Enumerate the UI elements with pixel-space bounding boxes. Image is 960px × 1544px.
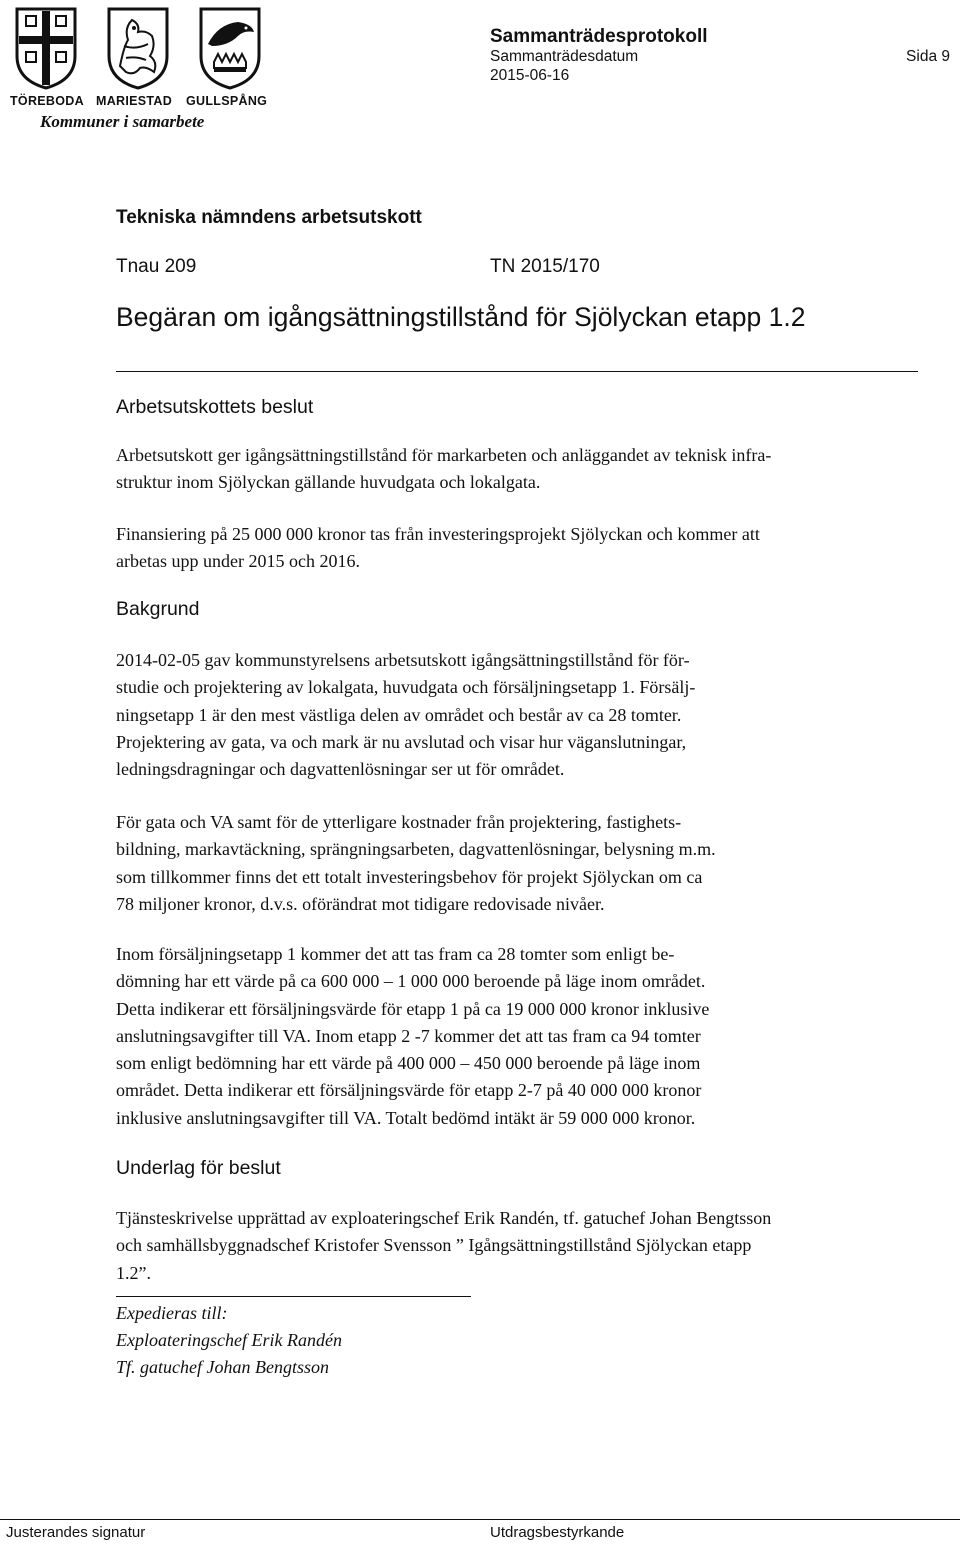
text-line: Finansiering på 25 000 000 kronor tas från investeringsprojekt Sjölyckan och kommer att xyxy=(116,524,760,544)
decision-paragraph-1 xyxy=(116,442,928,497)
subject-title: Begäran om igångsättningstillstånd för Sjölyckan etapp 1.2 xyxy=(116,302,806,332)
text-line: området. Detta indikerar ett försäljningsvärde för etapp 2-7 på 40 000 000 kronor xyxy=(116,1080,702,1101)
text-line: Inom försäljningsetapp 1 kommer det att tas fram ca 28 tomter som enligt be- xyxy=(116,944,675,964)
heading-decision: Arbetsutskottets beslut xyxy=(116,396,314,418)
committee-name: Tekniska nämndens arbetsutskott xyxy=(116,207,422,228)
case-id: Tnau 209 xyxy=(116,256,197,277)
background-paragraph-3 xyxy=(116,941,928,1132)
recipient: Tf. gatuchef Johan Bengtsson xyxy=(116,1357,329,1377)
footer-divider xyxy=(0,1519,960,1520)
case-number: TN 2015/170 xyxy=(490,256,600,277)
recipient: Exploateringschef Erik Randén xyxy=(116,1330,342,1350)
text-line: Arbetsutskott ger igångsättningstillstånd för markarbeten och anläggandet av teknisk infra- xyxy=(116,445,772,465)
text-line: inklusive anslutningsavgifter till VA. Totalt bedömd intäkt är 59 000 000 kronor. xyxy=(116,1107,696,1128)
text-line: studie och projektering av lokalgata, huvudgata och försäljningsetapp 1. Försälj- xyxy=(116,677,696,698)
meeting-date: 2015-06-16 xyxy=(490,67,570,84)
distribution-divider xyxy=(116,1296,471,1297)
background-paragraph-1 xyxy=(116,647,928,783)
text-line: bildning, markavtäckning, sprängningsarbeten, dagvattenlösningar, belysning m.m. xyxy=(116,839,716,860)
page-number: Sida 9 xyxy=(906,48,950,65)
text-line: Tjänsteskrivelse upprättad av exploateringschef Erik Randén, tf. gatuchef Johan Bengtsson xyxy=(116,1208,772,1228)
heading-basis: Underlag för beslut xyxy=(116,1157,281,1179)
extract-certification-label: Utdragsbestyrkande xyxy=(490,1524,625,1541)
meeting-date-label: Sammanträdesdatum xyxy=(490,48,639,65)
title-divider xyxy=(116,371,918,372)
toreboda-coat-of-arms-icon xyxy=(14,6,78,90)
signature-label: Justerandes signatur xyxy=(6,1524,146,1541)
mariestad-name: MARIESTAD xyxy=(96,94,173,108)
protocol-title: Sammanträdesprotokoll xyxy=(490,26,708,47)
logo-tagline: Kommuner i samarbete xyxy=(40,112,205,131)
text-line: anslutningsavgifter till VA. Inom etapp 2 -7 kommer det att tas fram ca 94 tomter xyxy=(116,1025,701,1046)
text-line: som enligt bedömning har ett värde på 400 000 – 450 000 beroende på läge inom xyxy=(116,1053,701,1074)
basis-paragraph xyxy=(116,1205,928,1287)
gullspang-coat-of-arms-icon xyxy=(198,6,262,90)
text-line: som tillkommer finns det ett totalt investeringsbehov för projekt Sjölyckan om ca xyxy=(116,866,703,887)
decision-paragraph-2 xyxy=(116,521,928,576)
text-line: arbetas upp under 2015 och 2016. xyxy=(116,551,360,572)
mariestad-coat-of-arms-icon xyxy=(106,6,170,90)
text-line: 2014-02-05 gav kommunstyrelsens arbetsutskott igångsättningstillstånd för för- xyxy=(116,650,690,670)
text-line: För gata och VA samt för de ytterligare kostnader från projektering, fastighets- xyxy=(116,812,682,832)
text-line: struktur inom Sjölyckan gällande huvudgata och lokalgata. xyxy=(116,472,541,493)
background-paragraph-2 xyxy=(116,809,928,918)
text-line: ningsetapp 1 är den mest västliga delen av området och består av ca 28 tomter. xyxy=(116,704,682,725)
text-line: ledningsdragningar och dagvattenlösningar ser ut för området. xyxy=(116,759,565,780)
toreboda-name: TÖREBODA xyxy=(10,94,84,108)
text-line: Projektering av gata, va och mark är nu avslutad och visar hur väganslutningar, xyxy=(116,731,687,752)
text-line: 1.2”. xyxy=(116,1262,151,1283)
text-line: dömning har ett värde på ca 600 000 – 1 000 000 beroende på läge inom området. xyxy=(116,971,706,992)
municipality-logos xyxy=(10,6,268,131)
gullspang-name: GULLSPÅNG xyxy=(186,94,268,108)
text-line: 78 miljoner kronor, d.v.s. oförändrat mot tidigare redovisade nivåer. xyxy=(116,893,605,914)
text-line: och samhällsbyggnadschef Kristofer Svensson ” Igångsättningstillstånd Sjölyckan etapp xyxy=(116,1235,752,1256)
heading-background: Bakgrund xyxy=(116,598,200,620)
text-line: Detta indikerar ett försäljningsvärde för etapp 1 på ca 19 000 000 kronor inklusive xyxy=(116,998,710,1019)
distribution-label: Expedieras till: xyxy=(116,1303,228,1323)
